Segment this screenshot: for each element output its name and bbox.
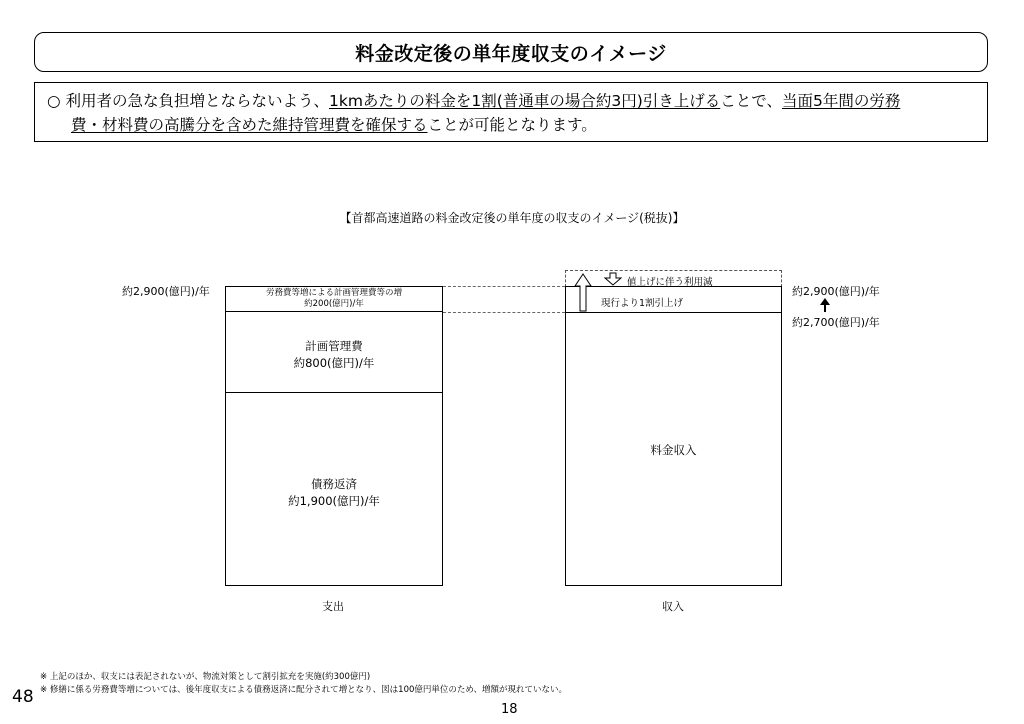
- expense-segment-increase: [225, 286, 443, 312]
- revenue-after-label: 約2,900(億円)/年: [792, 285, 880, 298]
- increase-arrow-icon: [819, 297, 831, 313]
- expense-axis-label: 支出: [322, 600, 344, 613]
- arrow-down-icon: [605, 273, 621, 285]
- slide-title: [34, 32, 988, 72]
- connector-bottom: [443, 312, 565, 313]
- slide-title-text: 料金改定後の単年度収支のイメージ: [355, 42, 667, 65]
- expense-management-name: 計画管理費: [305, 339, 363, 353]
- summary-underline-2b: 費・材料費の高騰分を含めた維持管理費を確保する: [71, 116, 428, 134]
- revenue-divider: [565, 312, 782, 313]
- revenue-axis-label: 収入: [662, 600, 684, 613]
- summary-text-3: ことが可能となります。: [427, 116, 597, 134]
- arrow-up-icon: [575, 274, 591, 311]
- expense-total-label: 約2,900(億円)/年: [122, 285, 210, 298]
- summary-box: [34, 82, 988, 142]
- footnote-1: ※ 上記のほか、収支には表記されないが、物流対策として割引拡充を実施(約300億円): [40, 672, 371, 682]
- corner-page-number: 48: [12, 687, 34, 707]
- expense-management-value: 約800(億円)/年: [293, 356, 375, 370]
- chart-title: 【首都高速道路の料金改定後の単年度の収支のイメージ(税抜)】: [339, 211, 685, 225]
- revenue-main-label: 料金収入: [650, 443, 697, 457]
- expense-increase-value: 約200(億円)/年: [304, 299, 364, 309]
- summary-bullet: ○: [47, 92, 61, 110]
- revenue-down-label: 値上げに伴う利用減: [627, 277, 713, 288]
- footnote-2: ※ 修繕に係る労務費等増については、後年度収支による債務返済に配分されて増となり、図は100億円単位のため、増額が現れていない。: [40, 685, 568, 695]
- revenue-bar: [565, 286, 782, 586]
- expense-debt-value: 約1,900(億円)/年: [288, 494, 380, 508]
- revenue-before-label: 約2,700(億円)/年: [792, 316, 880, 329]
- summary-underline-2a: 当面5年間の労務: [781, 92, 901, 110]
- revenue-up-label: 現行より1割引上げ: [601, 298, 684, 309]
- connector-top: [443, 286, 565, 287]
- slide-number: 18: [501, 702, 518, 717]
- expense-debt-name: 債務返済: [311, 477, 357, 491]
- expense-segment-debt: [225, 393, 443, 586]
- expense-segment-management: [225, 312, 443, 393]
- summary-line-2: [47, 113, 977, 137]
- summary-underline-1: 1kmあたりの料金を1割(普通車の場合約3円)引き上げる: [328, 92, 721, 110]
- summary-text-1: 利用者の急な負担増とならないよう、: [65, 92, 329, 110]
- expense-increase-name: 労務費等増による計画管理費等の増: [265, 288, 402, 298]
- summary-text-2: ことで、: [720, 92, 782, 110]
